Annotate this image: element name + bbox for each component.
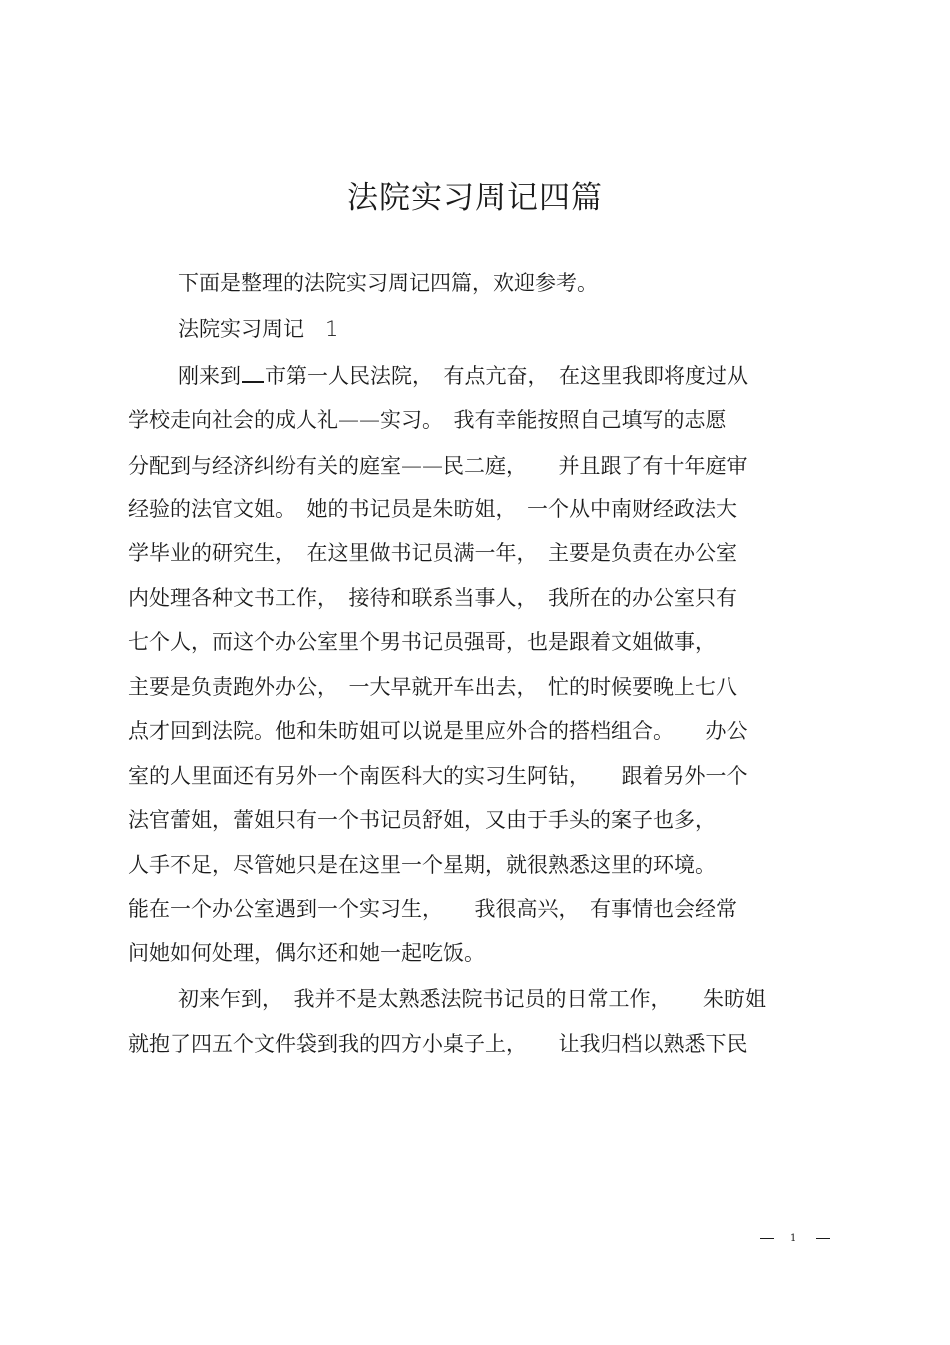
paragraph-line: 分配到与经济纠纷有关的庭室——民二庭， 并且跟了有十年庭审 bbox=[128, 454, 748, 478]
page-number: 1 bbox=[790, 1233, 797, 1244]
paragraph-line: 初来乍到， 我并不是太熟悉法院书记员的日常工作， 朱昉姐 bbox=[178, 987, 766, 1011]
paragraph-line: 点才回到法院。他和朱昉姐可以说是里应外合的搭档组合。 办公 bbox=[128, 719, 748, 743]
paragraph-text: 刚来到 bbox=[178, 364, 241, 388]
paragraph-line: 问她如何处理，偶尔还和她一起吃饭。 bbox=[128, 941, 485, 965]
paragraph-text: 市第一人民法院， 有点亢奋， 在这里我即将度过从 bbox=[265, 364, 748, 388]
paragraph-line: 学毕业的研究生， 在这里做书记员满一年， 主要是负责在办公室 bbox=[128, 541, 737, 565]
paragraph-line: 七个人，而这个办公室里个男书记员强哥，也是跟着文姐做事， bbox=[128, 630, 716, 654]
paragraph-line: 室的人里面还有另外一个南医科大的实习生阿钻， 跟着另外一个 bbox=[128, 764, 748, 788]
paragraph-line: 就抱了四五个文件袋到我的四方小桌子上， 让我归档以熟悉下民 bbox=[128, 1032, 748, 1056]
blank-underline bbox=[242, 363, 264, 383]
paragraph-line bbox=[178, 361, 748, 391]
intro-line: 下面是整理的法院实习周记四篇，欢迎参考。 bbox=[178, 271, 598, 295]
document-title: 法院实习周记四篇 bbox=[347, 180, 603, 216]
paragraph-line: 内处理各种文书工作， 接待和联系当事人， 我所在的办公室只有 bbox=[128, 586, 737, 610]
paragraph-line: 能在一个办公室遇到一个实习生， 我很高兴， 有事情也会经常 bbox=[128, 897, 737, 921]
paragraph-line: 主要是负责跑外办公， 一大早就开车出去， 忙的时候要晚上七八 bbox=[128, 675, 737, 699]
paragraph-line: 经验的法官文姐。 她的书记员是朱昉姐， 一个从中南财经政法大 bbox=[128, 497, 737, 521]
paragraph-line: 法官蕾姐，蕾姐只有一个书记员舒姐，又由于手头的案子也多， bbox=[128, 808, 716, 832]
footer-dash-left bbox=[760, 1238, 774, 1239]
paragraph-line: 人手不足，尽管她只是在这里一个星期，就很熟悉这里的环境。 bbox=[128, 853, 716, 877]
footer-dash-right bbox=[816, 1238, 830, 1239]
section-heading: 法院实习周记 1 bbox=[178, 317, 339, 341]
page-footer bbox=[760, 1228, 830, 1248]
paragraph-line: 学校走向社会的成人礼——实习。 我有幸能按照自己填写的志愿 bbox=[128, 408, 727, 432]
